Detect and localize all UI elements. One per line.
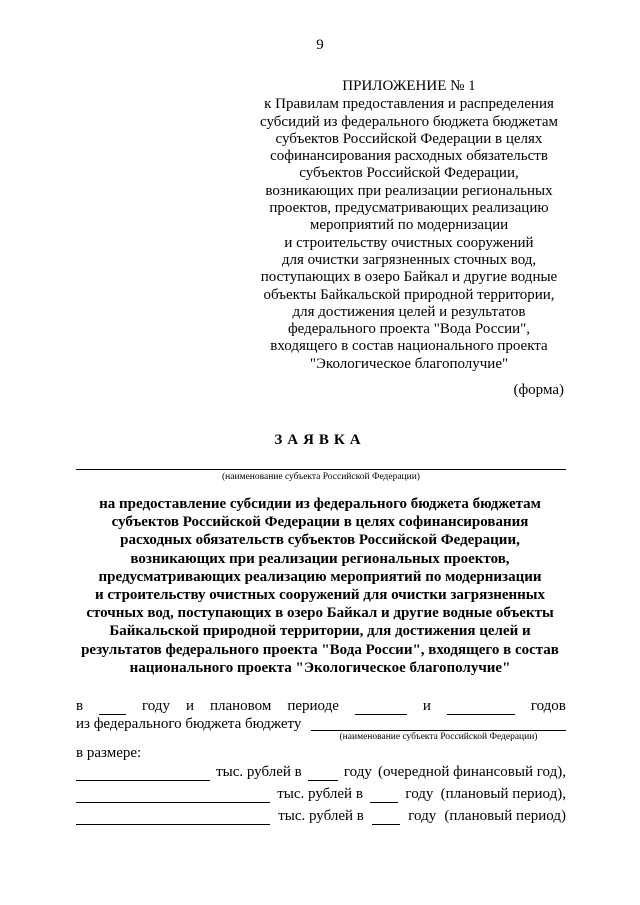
amount-unit: тыс. рублей в (216, 764, 302, 780)
amount-note: (плановый период), (440, 786, 566, 802)
subject-line: возникающих при реализации региональных проектов, (130, 550, 510, 567)
request-subject (74, 495, 566, 677)
amount-blank[interactable] (76, 789, 270, 803)
page-number: 9 (316, 37, 324, 53)
period-word: и (185, 698, 195, 714)
plan-year-1-blank[interactable] (355, 701, 407, 715)
appendix-line: мероприятий по модернизации (309, 217, 509, 234)
amount-unit: тыс. рублей в (278, 808, 364, 824)
subject-line: национального проекта "Экологическое благополучие" (129, 659, 511, 676)
appendix-line: проектов, предусматривающих реализацию (269, 200, 549, 217)
amount-note: (плановый период) (444, 808, 566, 824)
year-blank[interactable] (372, 811, 400, 825)
appendix-line: объекты Байкальской природной территории, (263, 286, 555, 303)
subject-line: и строительству очистных сооружений для очистки загрязненных (94, 587, 546, 604)
amount-year-word: году (405, 786, 434, 802)
form-label: (форма) (513, 382, 564, 398)
appendix-line: к Правилам предоставления и распределения (264, 96, 554, 113)
amount-row (76, 764, 566, 781)
appendix-line: субъектов Российской Федерации, (299, 165, 519, 182)
appendix-line: поступающих в озеро Байкал и другие водные (260, 269, 558, 286)
plan-year-2-blank[interactable] (447, 701, 515, 715)
subject-line: Байкальской природной территории, для достижения целей и (109, 623, 531, 640)
appendix-line: федерального проекта "Вода России", (287, 321, 531, 338)
subject-line: субъектов Российской Федерации в целях софинансирования (111, 514, 529, 531)
period-word: периоде (287, 698, 339, 714)
year-blank[interactable] (370, 789, 398, 803)
amount-blank[interactable] (76, 767, 210, 781)
appendix-line: для достижения целей и результатов (292, 303, 526, 320)
period-word: и (422, 698, 431, 714)
subject-line: на предоставление субсидии из федерального бюджета бюджетам (99, 496, 541, 512)
budget-text: из федерального бюджета бюджету (76, 716, 302, 732)
appendix-line: софинансирования расходных обязательств (270, 148, 548, 165)
year-blank[interactable] (308, 767, 338, 781)
document-title: ЗАЯВКА (274, 432, 366, 448)
period-word: плановом (209, 698, 272, 714)
subject-line: сточных вод, поступающих в озеро Байкал и другие водные объекты (86, 605, 554, 622)
period-word: в (76, 698, 84, 714)
amount-row (76, 808, 566, 825)
subject-name-line (76, 469, 566, 470)
period-row (76, 698, 566, 715)
amount-year-word: году (343, 764, 372, 780)
appendix-line: и строительству очистных сооружений (284, 234, 534, 251)
appendix-line: возникающих при реализации региональных (265, 182, 553, 199)
amount-label: в размере: (76, 745, 142, 761)
amount-year-word: году (408, 808, 437, 824)
appendix-block (244, 78, 574, 373)
subject-name-caption: (наименование субъекта Российской Федерации) (222, 472, 420, 482)
year-blank[interactable] (99, 701, 126, 715)
amount-row (76, 786, 566, 803)
appendix-line: "Экологическое благополучие" (309, 355, 509, 372)
period-word: годов (530, 698, 566, 714)
subject-line: расходных обязательств субъектов Российской Федерации, (120, 532, 520, 549)
amount-note: (очередной финансовый год), (377, 764, 566, 780)
amount-blank[interactable] (76, 811, 270, 825)
appendix-line: входящего в состав национального проекта (270, 338, 548, 355)
appendix-title: ПРИЛОЖЕНИЕ № 1 (342, 78, 476, 94)
budget-recipient-line[interactable] (311, 730, 566, 731)
amount-unit: тыс. рублей в (277, 786, 363, 802)
subject-line: результатов федерального проекта "Вода России", входящего в состав (81, 641, 559, 658)
budget-recipient-caption: (наименование субъекта Российской Федерации) (339, 732, 538, 742)
appendix-line: субсидий из федерального бюджета бюджетам (260, 113, 558, 130)
period-word: году (142, 698, 171, 714)
subject-line: предусматривающих реализацию мероприятий по модернизации (98, 568, 542, 585)
appendix-line: для очистки загрязненных сточных вод, (281, 251, 537, 268)
appendix-line: субъектов Российской Федерации в целях (275, 130, 543, 147)
